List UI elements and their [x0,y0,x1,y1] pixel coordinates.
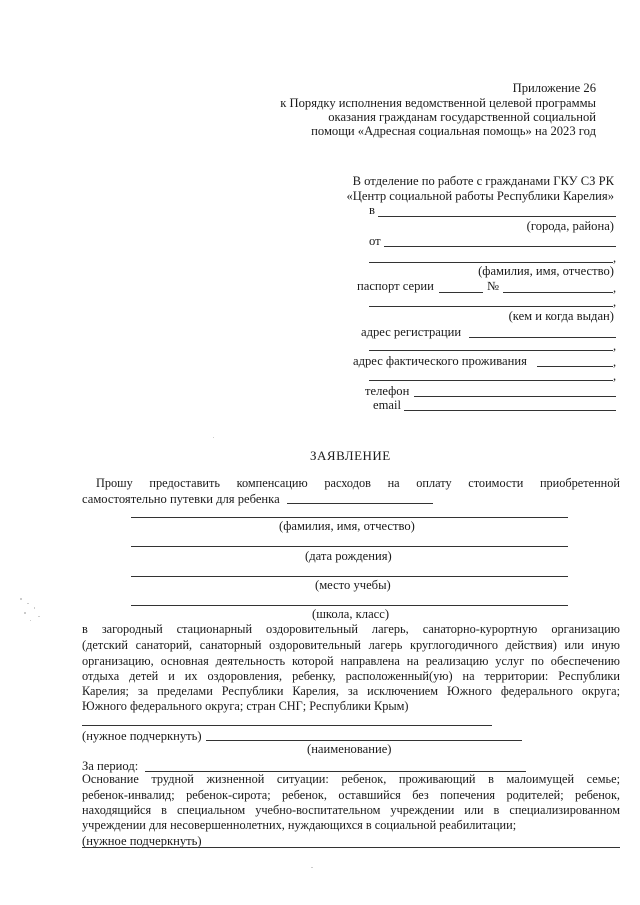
paragraph-line-5: Карелия; за пределами Республики Карелия, за исключением Южного федерального округа; [82,684,620,698]
from-field-line-2[interactable] [369,262,613,263]
actual-address-label: адрес фактического проживания [353,354,527,368]
document-title: ЗАЯВЛЕНИЕ [310,448,391,463]
fio-hint: (фамилия, имя, отчество) [478,264,614,278]
study-place-line[interactable] [131,576,568,577]
basis-line-1: Основание трудной жизненной ситуации: ребенок, проживающий в малоимущей семье; [82,772,620,786]
paragraph-line-2: (детский санаторий, санаторный оздоровительный лагерь круглогодичного действия) или иную [82,638,620,652]
period-label: За период: [82,759,139,773]
dob-line[interactable] [131,546,568,547]
paragraph-line-3: организацию, основная деятельность которой направлена на реализацию услуг по обеспечению [82,654,620,668]
school-line[interactable] [131,605,568,606]
paragraph-line-4: отдыха детей и их оздоровления, ребенку, расположенный(ую) на территории: Республики [82,669,620,683]
appendix-number: Приложение 26 [512,81,596,95]
appendix-line-4: помощи «Адресная социальная помощь» на 2023 год [311,124,596,138]
addressee-line-2: «Центр социальной работы Республики Карелия» [346,189,614,203]
actual-address-field-2[interactable] [369,380,613,381]
comma: , [613,295,617,309]
passport-issued-field[interactable] [369,306,613,307]
email-label: email [373,398,401,412]
comma: , [613,369,617,383]
comma: , [613,281,617,295]
hint-school: (школа, класс) [312,607,390,621]
hint-dob: (дата рождения) [305,549,392,563]
basis-line-2: ребенок-инвалид; ребенок-сирота; ребенок, оставшийся без попечения родителей; ребенок, [82,788,620,802]
city-hint: (города, района) [526,219,614,233]
intro-line-2: самостоятельно путевки для ребенка [82,492,280,506]
from-prefix: от [369,234,381,248]
passport-number-field[interactable] [503,292,613,293]
hint-study: (место учебы) [315,578,391,592]
child-fio-line[interactable] [131,517,568,518]
child-field[interactable] [287,503,433,504]
appendix-line-3: оказания гражданам государственной социальной [328,110,596,124]
hint-name: (наименование) [307,742,392,756]
hint-fio: (фамилия, имя, отчество) [279,519,415,533]
underline-note: (нужное подчеркнуть) [82,729,202,743]
addressee-line-1: В отделение по работе с гражданами ГКУ СЗ РК [352,174,614,188]
comma: , [613,251,617,265]
registration-field-2[interactable] [369,350,613,351]
passport-series-field[interactable] [439,292,483,293]
basis-line-4: учреждении для несовершеннолетних, нуждающихся в социальной реабилитации; [82,818,517,832]
comma: , [613,339,617,353]
paragraph-line-6: Южного федерального округа; стран СНГ; Республики Крым) [82,699,409,713]
registration-field[interactable] [469,337,616,338]
issued-hint: (кем и когда выдан) [508,309,614,323]
passport-series-label: паспорт серии [357,279,434,293]
in-prefix: в [369,203,375,217]
email-field[interactable] [404,410,616,411]
registration-label: адрес регистрации [361,325,462,339]
bottom-line[interactable] [82,847,620,848]
territory-line[interactable] [82,725,492,726]
organization-name-line[interactable] [206,740,522,741]
underline-note-2: (нужное подчеркнуть) [82,834,202,848]
appendix-line-2: к Порядку исполнения ведомственной целевой программы [280,96,596,110]
passport-number-sign: № [487,279,500,293]
basis-line-3: находящийся в специальном учебно-воспитательном учреждении или в специализированном [82,803,620,817]
city-field-line[interactable] [378,216,616,217]
phone-label: телефон [365,384,410,398]
phone-field[interactable] [414,396,616,397]
intro-line-1: Прошу предоставить компенсацию расходов на оплату стоимости приобретенной [96,476,620,490]
comma: , [613,355,617,369]
paragraph-line-1: в загородный стационарный оздоровительный лагерь, санаторно-курортную организацию [82,622,620,636]
from-field-line[interactable] [384,246,616,247]
actual-address-field[interactable] [537,366,613,367]
